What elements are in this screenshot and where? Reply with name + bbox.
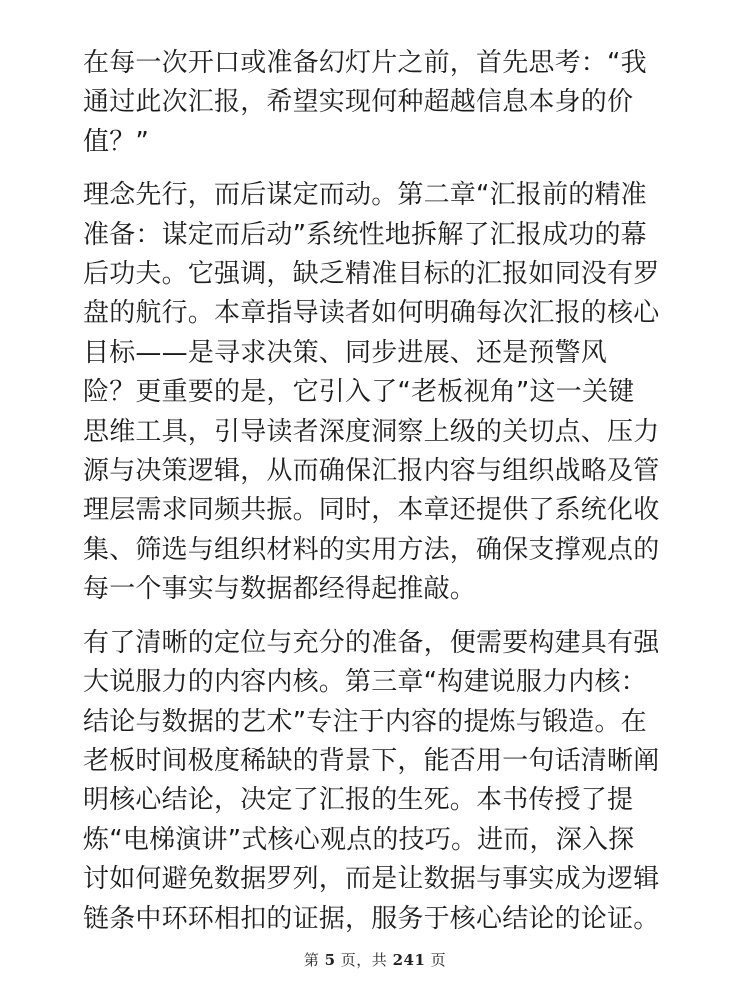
footer-prefix: 第 [303, 951, 325, 969]
page-footer [0, 950, 750, 970]
paragraph-3: 有了清晰的定位与充分的准备，便需要构建具有强 大说服力的内容内核。第三章“构建说服力内核： 结论与数据的艺术”专注于内容的提炼与锻造。在 老板时间极度稀缺的背景下，能否用一句话清晰阐 明核心结论，决定了汇报的生死。本书传授了提 炼“电梯演讲”式核心观点的技巧。进而，深入探 讨如何避免数据罗列，而是让数据与事实成为逻辑 链条中环环相扣的证据，服务于核心结论的论证。 [83, 627, 660, 934]
footer-suffix: 页 [425, 951, 447, 969]
footer-middle: 页，共 [335, 951, 393, 969]
document-body [83, 44, 723, 939]
total-pages: 241 [392, 951, 426, 969]
page-number: 5 [324, 951, 336, 969]
paragraph-2: 理念先行，而后谋定而动。第二章“汇报前的精准 准备：谋定而后动”系统性地拆解了汇报成功的幕 后功夫。它强调，缺乏精准目标的汇报如同没有罗 盘的航行。本章指导读者如何明确每次汇报的核心 目标——是寻求决策、同步进展、还是预警风 险？更重要的是，它引入了“老板视角”这一关键 思维工具，引导读者深度洞察上级的关切点、压力 源与决策逻辑，从而确保汇报内容与组织战略及管 理层需求同频共振。同时，本章还提供了系统化收 集、筛选与组织材料的实用方法，确保支撑观点的 每一个事实与数据都经得起推敲。 [83, 180, 660, 605]
paragraph-1: 在每一次开口或准备幻灯片之前，首先思考：“我 通过此次汇报，希望实现何种超越信息本身的价 值？” [83, 48, 647, 157]
